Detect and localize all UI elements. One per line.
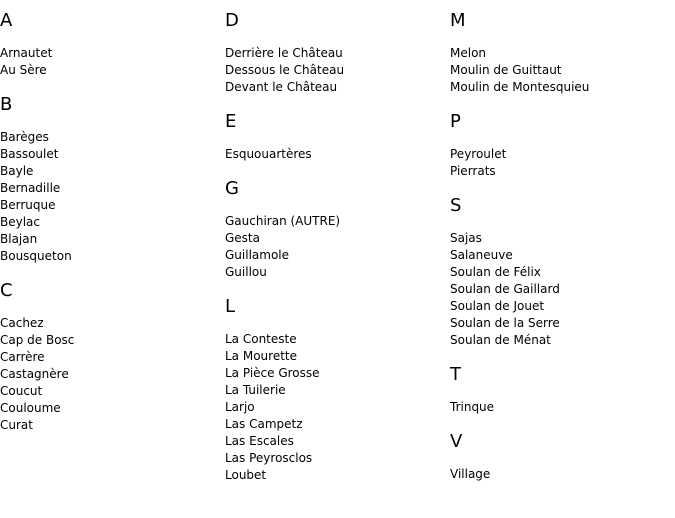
place-link[interactable]: Castagnère [0, 367, 69, 381]
list-item [450, 264, 665, 281]
letter-group [0, 9, 215, 79]
list-item [450, 146, 665, 163]
letter-heading: V [450, 431, 463, 452]
letter-heading: T [450, 364, 461, 385]
place-link[interactable]: Carrère [0, 350, 45, 364]
place-link[interactable]: Las Escales [225, 434, 294, 448]
index-column [450, 9, 665, 497]
letter-group [225, 295, 440, 484]
place-link[interactable]: Moulin de Guittaut [450, 63, 562, 77]
list-item [0, 62, 215, 79]
letter-heading: M [450, 10, 466, 31]
place-link[interactable]: Au Sère [0, 63, 47, 77]
letter-heading: L [225, 296, 236, 317]
place-link[interactable]: Derrière le Château [225, 46, 343, 60]
place-list [0, 129, 215, 265]
letter-group [0, 93, 215, 265]
place-link[interactable]: Dessous le Château [225, 63, 345, 77]
place-link[interactable]: Gesta [225, 231, 260, 245]
place-link[interactable]: Loubet [225, 468, 267, 482]
list-item [225, 264, 440, 281]
place-link[interactable]: Curat [0, 418, 33, 432]
place-link[interactable]: Cap de Bosc [0, 333, 75, 347]
place-link[interactable]: Soulan de la Serre [450, 316, 560, 330]
letter-group [225, 177, 440, 281]
list-item [450, 163, 665, 180]
letter-group [450, 110, 665, 180]
place-list [225, 146, 440, 163]
place-link[interactable]: Soulan de Gaillard [450, 282, 560, 296]
place-link[interactable]: Esquouartères [225, 147, 312, 161]
list-item [0, 146, 215, 163]
place-link[interactable]: Devant le Château [225, 80, 338, 94]
list-item [450, 62, 665, 79]
place-link[interactable]: Moulin de Montesquieu [450, 80, 590, 94]
place-link[interactable]: Bousqueton [0, 249, 72, 263]
letter-group [225, 110, 440, 163]
list-item [0, 231, 215, 248]
place-link[interactable]: Bernadille [0, 181, 61, 195]
letter-heading: P [450, 111, 461, 132]
list-item [450, 298, 665, 315]
list-item [450, 247, 665, 264]
place-link[interactable]: Las Campetz [225, 417, 303, 431]
place-list [450, 230, 665, 349]
place-list [450, 45, 665, 96]
place-link[interactable]: Las Peyrosclos [225, 451, 313, 465]
list-item [225, 331, 440, 348]
list-item [0, 129, 215, 146]
place-link[interactable]: Trinque [450, 400, 495, 414]
letter-group [450, 9, 665, 96]
list-item [225, 348, 440, 365]
letter-group [450, 194, 665, 349]
place-list [450, 399, 665, 416]
place-list [450, 466, 665, 483]
list-item [450, 332, 665, 349]
list-item [225, 146, 440, 163]
list-item [0, 45, 215, 62]
list-item [0, 417, 215, 434]
letter-heading: C [0, 280, 13, 301]
place-link[interactable]: Beylac [0, 215, 41, 229]
place-link[interactable]: Sajas [450, 231, 482, 245]
place-link[interactable]: Coucut [0, 384, 43, 398]
list-item [0, 248, 215, 265]
list-item [225, 416, 440, 433]
list-item [450, 230, 665, 247]
list-item [225, 79, 440, 96]
letter-heading: B [0, 94, 13, 115]
list-item [0, 214, 215, 231]
place-list [0, 315, 215, 434]
list-item [0, 332, 215, 349]
list-item [225, 382, 440, 399]
list-item [0, 163, 215, 180]
list-item [450, 466, 665, 483]
list-item [450, 399, 665, 416]
list-item [225, 433, 440, 450]
list-item [450, 45, 665, 62]
place-list [0, 45, 215, 79]
list-item [0, 383, 215, 400]
list-item [450, 79, 665, 96]
place-link[interactable]: La Pièce Grosse [225, 366, 320, 380]
place-link[interactable]: Arnautet [0, 46, 53, 60]
letter-group [450, 363, 665, 416]
letter-heading: G [225, 178, 239, 199]
place-link[interactable]: Blajan [0, 232, 38, 246]
place-link[interactable]: Melon [450, 46, 487, 60]
place-link[interactable]: Couloume [0, 401, 61, 415]
index-column [225, 9, 440, 498]
place-link[interactable]: La Mourette [225, 349, 297, 363]
letter-heading: A [0, 10, 13, 31]
list-item [225, 62, 440, 79]
list-item [225, 467, 440, 484]
place-link[interactable]: Salaneuve [450, 248, 513, 262]
list-item [0, 315, 215, 332]
place-link[interactable]: Larjo [225, 400, 255, 414]
list-item [0, 349, 215, 366]
list-item [0, 366, 215, 383]
place-link[interactable]: Guillou [225, 265, 267, 279]
list-item [450, 281, 665, 298]
place-list [225, 45, 440, 96]
place-link[interactable]: Bassoulet [0, 147, 59, 161]
place-link[interactable]: Peyroulet [450, 147, 507, 161]
place-link[interactable]: Bayle [0, 164, 34, 178]
letter-group [0, 279, 215, 434]
letter-group [450, 430, 665, 483]
place-link[interactable]: Guillamole [225, 248, 290, 262]
place-link[interactable]: Barèges [0, 130, 49, 144]
list-item [450, 315, 665, 332]
place-link[interactable]: Gauchiran (AUTRE) [225, 214, 341, 228]
list-item [225, 365, 440, 382]
place-link[interactable]: Pierrats [450, 164, 496, 178]
place-list [225, 213, 440, 281]
place-link[interactable]: Soulan de Jouet [450, 299, 545, 313]
place-list [225, 331, 440, 484]
place-link[interactable]: Soulan de Félix [450, 265, 541, 279]
letter-heading: D [225, 10, 239, 31]
place-link[interactable]: La Tuilerie [225, 383, 286, 397]
letter-heading: S [450, 195, 462, 216]
list-item [0, 400, 215, 417]
list-item [0, 197, 215, 214]
list-item [225, 450, 440, 467]
index-column [0, 9, 215, 448]
letter-group [225, 9, 440, 96]
list-item [225, 45, 440, 62]
place-link[interactable]: Cachez [0, 316, 44, 330]
list-item [225, 213, 440, 230]
letter-heading: E [225, 111, 237, 132]
place-link[interactable]: La Conteste [225, 332, 297, 346]
list-item [225, 230, 440, 247]
list-item [0, 180, 215, 197]
place-link[interactable]: Village [450, 467, 491, 481]
place-link[interactable]: Berruque [0, 198, 56, 212]
list-item [225, 399, 440, 416]
place-list [450, 146, 665, 180]
place-link[interactable]: Soulan de Ménat [450, 333, 551, 347]
list-item [225, 247, 440, 264]
